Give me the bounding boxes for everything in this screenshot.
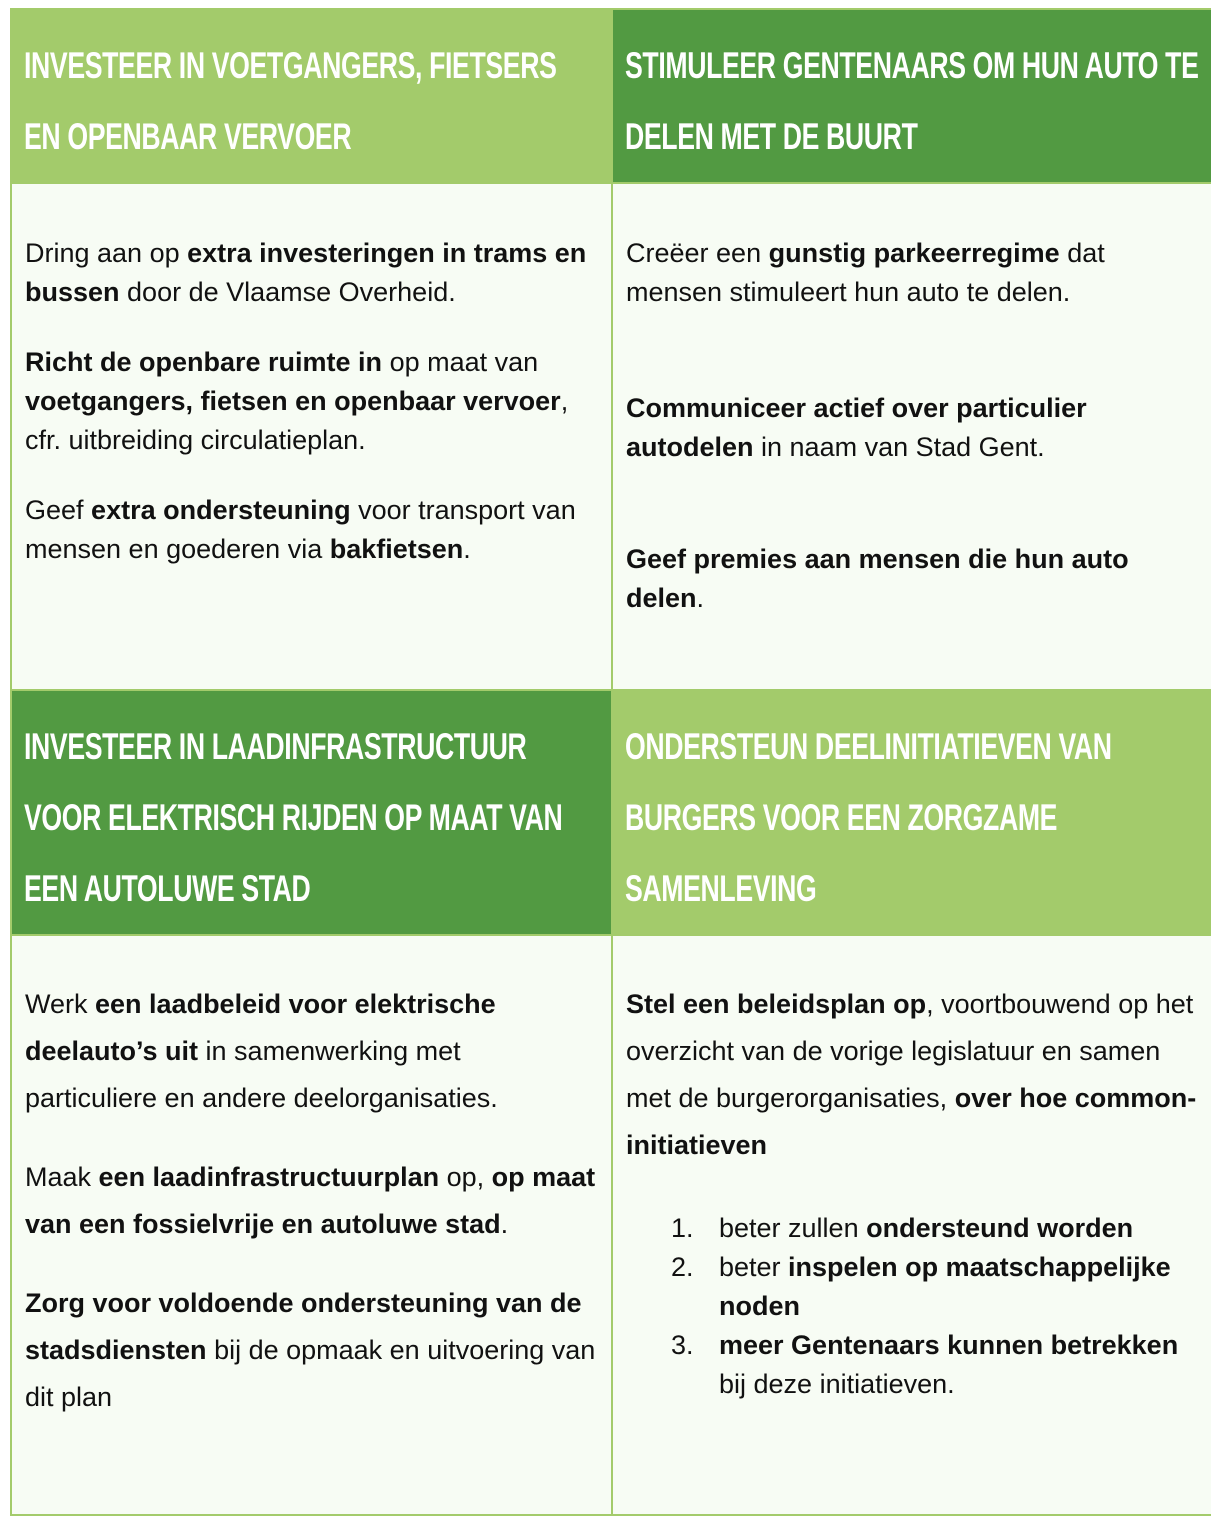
list-item [626, 1209, 1197, 1248]
bold-text: meer Gentenaars kunnen betrekken [719, 1330, 1179, 1360]
panel-2-paragraph [626, 540, 1197, 618]
panel-4-heading-text: ONDERSTEUN DEELINITIATIEVEN VAN BURGERS VOOR EEN ZORGZAME SAMENLEVING [625, 726, 1112, 909]
text: op maat van [382, 347, 539, 377]
bold-text: Communiceer actief over particulier autodelen [626, 393, 1087, 462]
text: . [500, 1209, 509, 1239]
text: , voortbouwend op het overzicht van de vorige legislatuur en samen met de burgerorganisaties, [626, 989, 1194, 1113]
panel-1-paragraph [25, 343, 597, 460]
list-item [626, 1248, 1197, 1326]
bold-text: een laadinfrastructuurplan [98, 1162, 440, 1192]
text: Werk [25, 989, 96, 1019]
panel-4-numbered-list [626, 1209, 1197, 1404]
bold-text: bakfietsen [329, 534, 464, 564]
bold-text: Zorg voor voldoende ondersteuning van de stadsdiensten [25, 1288, 582, 1365]
bold-text: inspelen op maatschappelijke noden [719, 1252, 1171, 1321]
text: . [463, 534, 471, 564]
panel-4-heading [613, 691, 1211, 934]
text: in naam van Stad Gent. [753, 432, 1045, 462]
panel-2-paragraph [626, 389, 1197, 467]
bold-text: Geef premies aan mensen die hun auto delen [626, 544, 1129, 613]
bold-text: een laadbeleid voor elektrische deelauto’s uit [25, 989, 496, 1066]
bold-text: voetgangers, fietsen en openbaar vervoer [25, 386, 561, 416]
panel-3-paragraph [25, 1154, 597, 1248]
bold-text: extra ondersteuning [91, 495, 351, 525]
list-item-text [719, 1326, 1197, 1404]
text: dat mensen stimuleert hun auto te delen. [626, 238, 1105, 307]
panel-3-body [12, 936, 611, 1514]
panel-2-paragraph [626, 234, 1197, 312]
text: bij deze initiatieven. [719, 1369, 955, 1399]
list-item-number: 1. [671, 1213, 694, 1243]
policy-grid [10, 8, 1211, 1516]
text: Geef [25, 495, 92, 525]
bold-text: Richt de openbare ruimte in [25, 347, 383, 377]
text: bij de opmaak en uitvoering van dit plan [25, 1335, 596, 1412]
text: beter [719, 1252, 789, 1282]
panel-1-heading [12, 10, 611, 182]
panel-3-paragraph [25, 1280, 597, 1421]
list-item-text [719, 1248, 1197, 1326]
text: Creëer een [626, 238, 769, 268]
bold-text: Stel een beleidsplan op [626, 989, 927, 1019]
panel-1-body [12, 184, 611, 689]
bold-text: gunstig parkeerregime [768, 238, 1060, 268]
panel-4-paragraph [626, 981, 1197, 1169]
list-item [626, 1326, 1197, 1404]
list-item-number: 2. [671, 1252, 694, 1282]
bold-text: over hoe common-initiatieven [626, 1083, 1197, 1160]
panel-1-paragraph [25, 234, 597, 312]
text: . [696, 583, 705, 613]
text: in samenwerking met particuliere en andere deelorganisaties. [25, 1036, 498, 1113]
panel-1-heading-text: INVESTEER IN VOETGANGERS, FIETSERS EN OPENBAAR VERVOER [24, 45, 557, 157]
panel-2-body [613, 184, 1211, 689]
list-item-text [719, 1209, 1133, 1248]
text: , cfr. uitbreiding circulatieplan. [25, 386, 569, 455]
text: Maak [25, 1162, 99, 1192]
list-item-number: 3. [671, 1330, 694, 1360]
panel-2-heading [613, 10, 1211, 182]
text: door de Vlaamse Overheid. [119, 277, 456, 307]
panel-2-heading-text: STIMULEER GENTENAARS OM HUN AUTO TE DELEN MET DE BUURT [625, 45, 1199, 157]
panel-3-paragraph [25, 981, 597, 1122]
text: Dring aan op [25, 238, 188, 268]
panel-1-paragraph [25, 491, 597, 569]
bold-text: op maat van een fossielvrije en autoluwe stad [25, 1162, 596, 1239]
panel-3-heading-text: INVESTEER IN LAADINFRASTRUCTUUR VOOR ELEKTRISCH RIJDEN OP MAAT VAN EEN AUTOLUWE STAD [24, 726, 563, 909]
bold-text: ondersteund worden [866, 1213, 1134, 1243]
panel-4-body [613, 936, 1211, 1514]
panel-3-heading [12, 691, 611, 934]
bold-text: extra investeringen in trams en bussen [25, 238, 587, 307]
text: beter zullen [719, 1213, 867, 1243]
text: voor transport van mensen en goederen via [25, 495, 576, 564]
text: op, [439, 1162, 492, 1192]
